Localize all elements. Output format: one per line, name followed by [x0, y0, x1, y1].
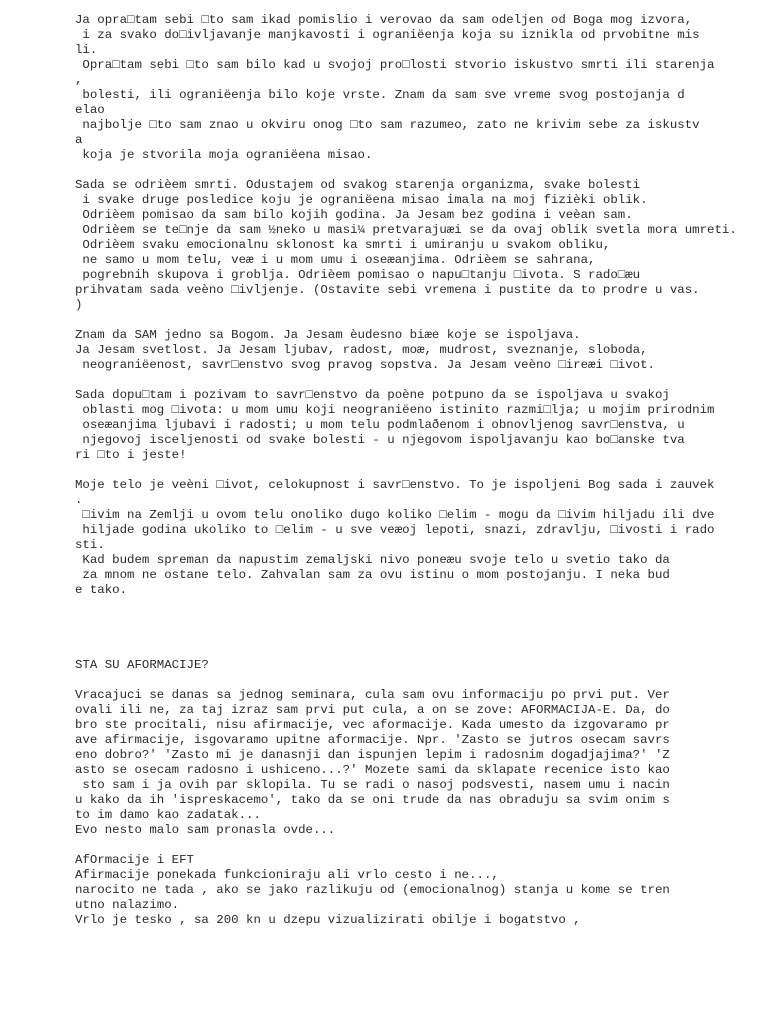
heading-aformacije: STA SU AFORMACIJE? [75, 658, 209, 672]
text-line: najbolje □to sam znao u okviru onog □to sam razumeo, zato ne krivim sebe za iskustv [75, 118, 700, 132]
text-line: sto sam i ja ovih par sklopila. Tu se radi o nasoj podsvesti, nasem umu i nacin [75, 778, 670, 792]
text-line: Sada se odrièem smrti. Odustajem od svakog starenja organizma, svake bolesti [75, 178, 641, 192]
document-page [75, 13, 755, 943]
text-line: ne samo u mom telu, veæ i u mom umu i oseæanjima. Odrièem se sahrana, [75, 253, 596, 267]
text-line: Kad budem spreman da napustim zemaljski nivo poneæu svoje telo u svetio tako da [75, 553, 670, 567]
text-line: narocito ne tada , ako se jako razlikuju od (emocionalnog) stanja u kome se tren [75, 883, 670, 897]
text-line: Vrlo je tesko , sa 200 kn u dzepu vizualizirati obilje i bogatstvo , [75, 913, 581, 927]
text-line: Znam da SAM jedno sa Bogom. Ja Jesam èudesno biæe koje se ispoljava. [75, 328, 581, 342]
text-line: oseæanjima ljubavi i radosti; u mom telu podmlaðenom i obnovljenog savr□enstva, u [75, 418, 685, 432]
text-line: Odrièem pomisao da sam bilo kojih godina. Ja Jesam bez godina i veèan sam. [75, 208, 633, 222]
paragraph-perfection [75, 388, 755, 463]
text-line: Afirmacije ponekada funkcioniraju ali vrlo cesto i ne..., [75, 868, 499, 882]
text-line: a [75, 133, 83, 147]
text-line: ovali ili ne, za taj izraz sam prvi put cula, a on se zove: AFORMACIJA-E. Da, do [75, 703, 670, 717]
paragraph-renouncing-death [75, 178, 755, 313]
paragraph-eternal-body [75, 478, 755, 598]
text-line: utno nalazimo. [75, 898, 180, 912]
text-line: Ja opra□tam sebi □to sam ikad pomislio i verovao da sam odeljen od Boga mog izvora, [75, 13, 693, 27]
vertical-spacer [75, 613, 755, 658]
text-line: neograniëenost, savr□enstvo svog pravog sopstva. Ja Jesam veèno □ireæi □ivot. [75, 358, 655, 372]
text-line: Odrièem svaku emocionalnu sklonost ka smrti i umiranju u svakom obliku, [75, 238, 611, 252]
text-line: to im damo kao zadatak... [75, 808, 261, 822]
text-line: Evo nesto malo sam pronasla ovde... [75, 823, 336, 837]
paragraph-one-with-god [75, 328, 755, 373]
text-line: bolesti, ili ograniëenja bilo koje vrste. Znam da sam sve vreme svog postojanja d [75, 88, 685, 102]
text-line: koja je stvorila moja ograniëena misao. [75, 148, 373, 162]
text-line: oblasti mog □ivota: u mom umu koji neograniëeno istinito razmi□lja; u mojim prirodnim [75, 403, 715, 417]
text-line: ave afirmacije, isgovaramo upitne aformacije. Npr. 'Zasto se jutros osecam savrs [75, 733, 670, 747]
text-line: elao [75, 103, 105, 117]
paragraph-aformacije-intro [75, 688, 755, 838]
section-heading [75, 658, 755, 673]
text-line: i za svako do□ivljavanje manjkavosti i ograniëenja koja su iznikla od prvobitne mis [75, 28, 700, 42]
paragraph-forgiveness [75, 13, 755, 163]
text-line: AfOrmacije i EFT [75, 853, 194, 867]
text-line: bro ste procitali, nisu afirmacije, vec aformacije. Kada umesto da izgovaramo pr [75, 718, 670, 732]
text-line: njegovoj isceljenosti od svake bolesti - u njegovom ispoljavanju kao bo□anske tva [75, 433, 685, 447]
text-line: Sada dopu□tam i pozivam to savr□enstvo da poène potpuno da se ispoljava u svakoj [75, 388, 670, 402]
text-line: Ja Jesam svetlost. Ja Jesam ljubav, radost, moæ, mudrost, sveznanje, sloboda, [75, 343, 648, 357]
text-line: Opra□tam sebi □to sam bilo kad u svojoj pro□losti stvorio iskustvo smrti ili starenja [75, 58, 715, 72]
text-line: . [75, 493, 83, 507]
text-line: □ivim na Zemlji u ovom telu onoliko dugo koliko □elim - mogu da □ivim hiljadu ili dve [75, 508, 715, 522]
text-line: prihvatam sada veèno □ivljenje. (Ostavite sebi vremena i pustite da to prodre u vas. [75, 283, 700, 297]
text-line: u kako da ih 'ispreskacemo', tako da se oni trude da nas obraduju sa svim onim s [75, 793, 670, 807]
text-line: eno dobro?' 'Zasto mi je danasnji dan ispunjen lepim i radosnim dogadjajima?' 'Z [75, 748, 670, 762]
paragraph-aformacije-eft [75, 853, 755, 928]
text-line: Vracajuci se danas sa jednog seminara, cula sam ovu informaciju po prvi put. Ver [75, 688, 670, 702]
text-line: asto se osecam radosno i ushiceno...?' Mozete sami da sklapate recenice isto kao [75, 763, 670, 777]
text-line: li. [75, 43, 98, 57]
text-line: , [75, 73, 83, 87]
text-line: Moje telo je veèni □ivot, celokupnost i savr□enstvo. To je ispoljeni Bog sada i zauvek [75, 478, 715, 492]
text-line: hiljade godina ukoliko to □elim - u sve veæoj lepoti, snazi, zdravlju, □ivosti i rado [75, 523, 715, 537]
text-line: i svake druge posledice koju je ograniëena misao imala na moj fizièki oblik. [75, 193, 648, 207]
text-line: ri □to i jeste! [75, 448, 187, 462]
text-line: za mnom ne ostane telo. Zahvalan sam za ovu istinu o mom postojanju. I neka bud [75, 568, 670, 582]
text-line: e tako. [75, 583, 128, 597]
text-line: ) [75, 298, 83, 312]
text-line: sti. [75, 538, 105, 552]
text-line: Odrièem se te□nje da sam ½neko u masi¼ pretvarajuæi se da ovaj oblik svetla mora umreti. [75, 223, 737, 237]
text-line: pogrebnih skupova i groblja. Odrièem pomisao o napu□tanju □ivota. S rado□æu [75, 268, 641, 282]
